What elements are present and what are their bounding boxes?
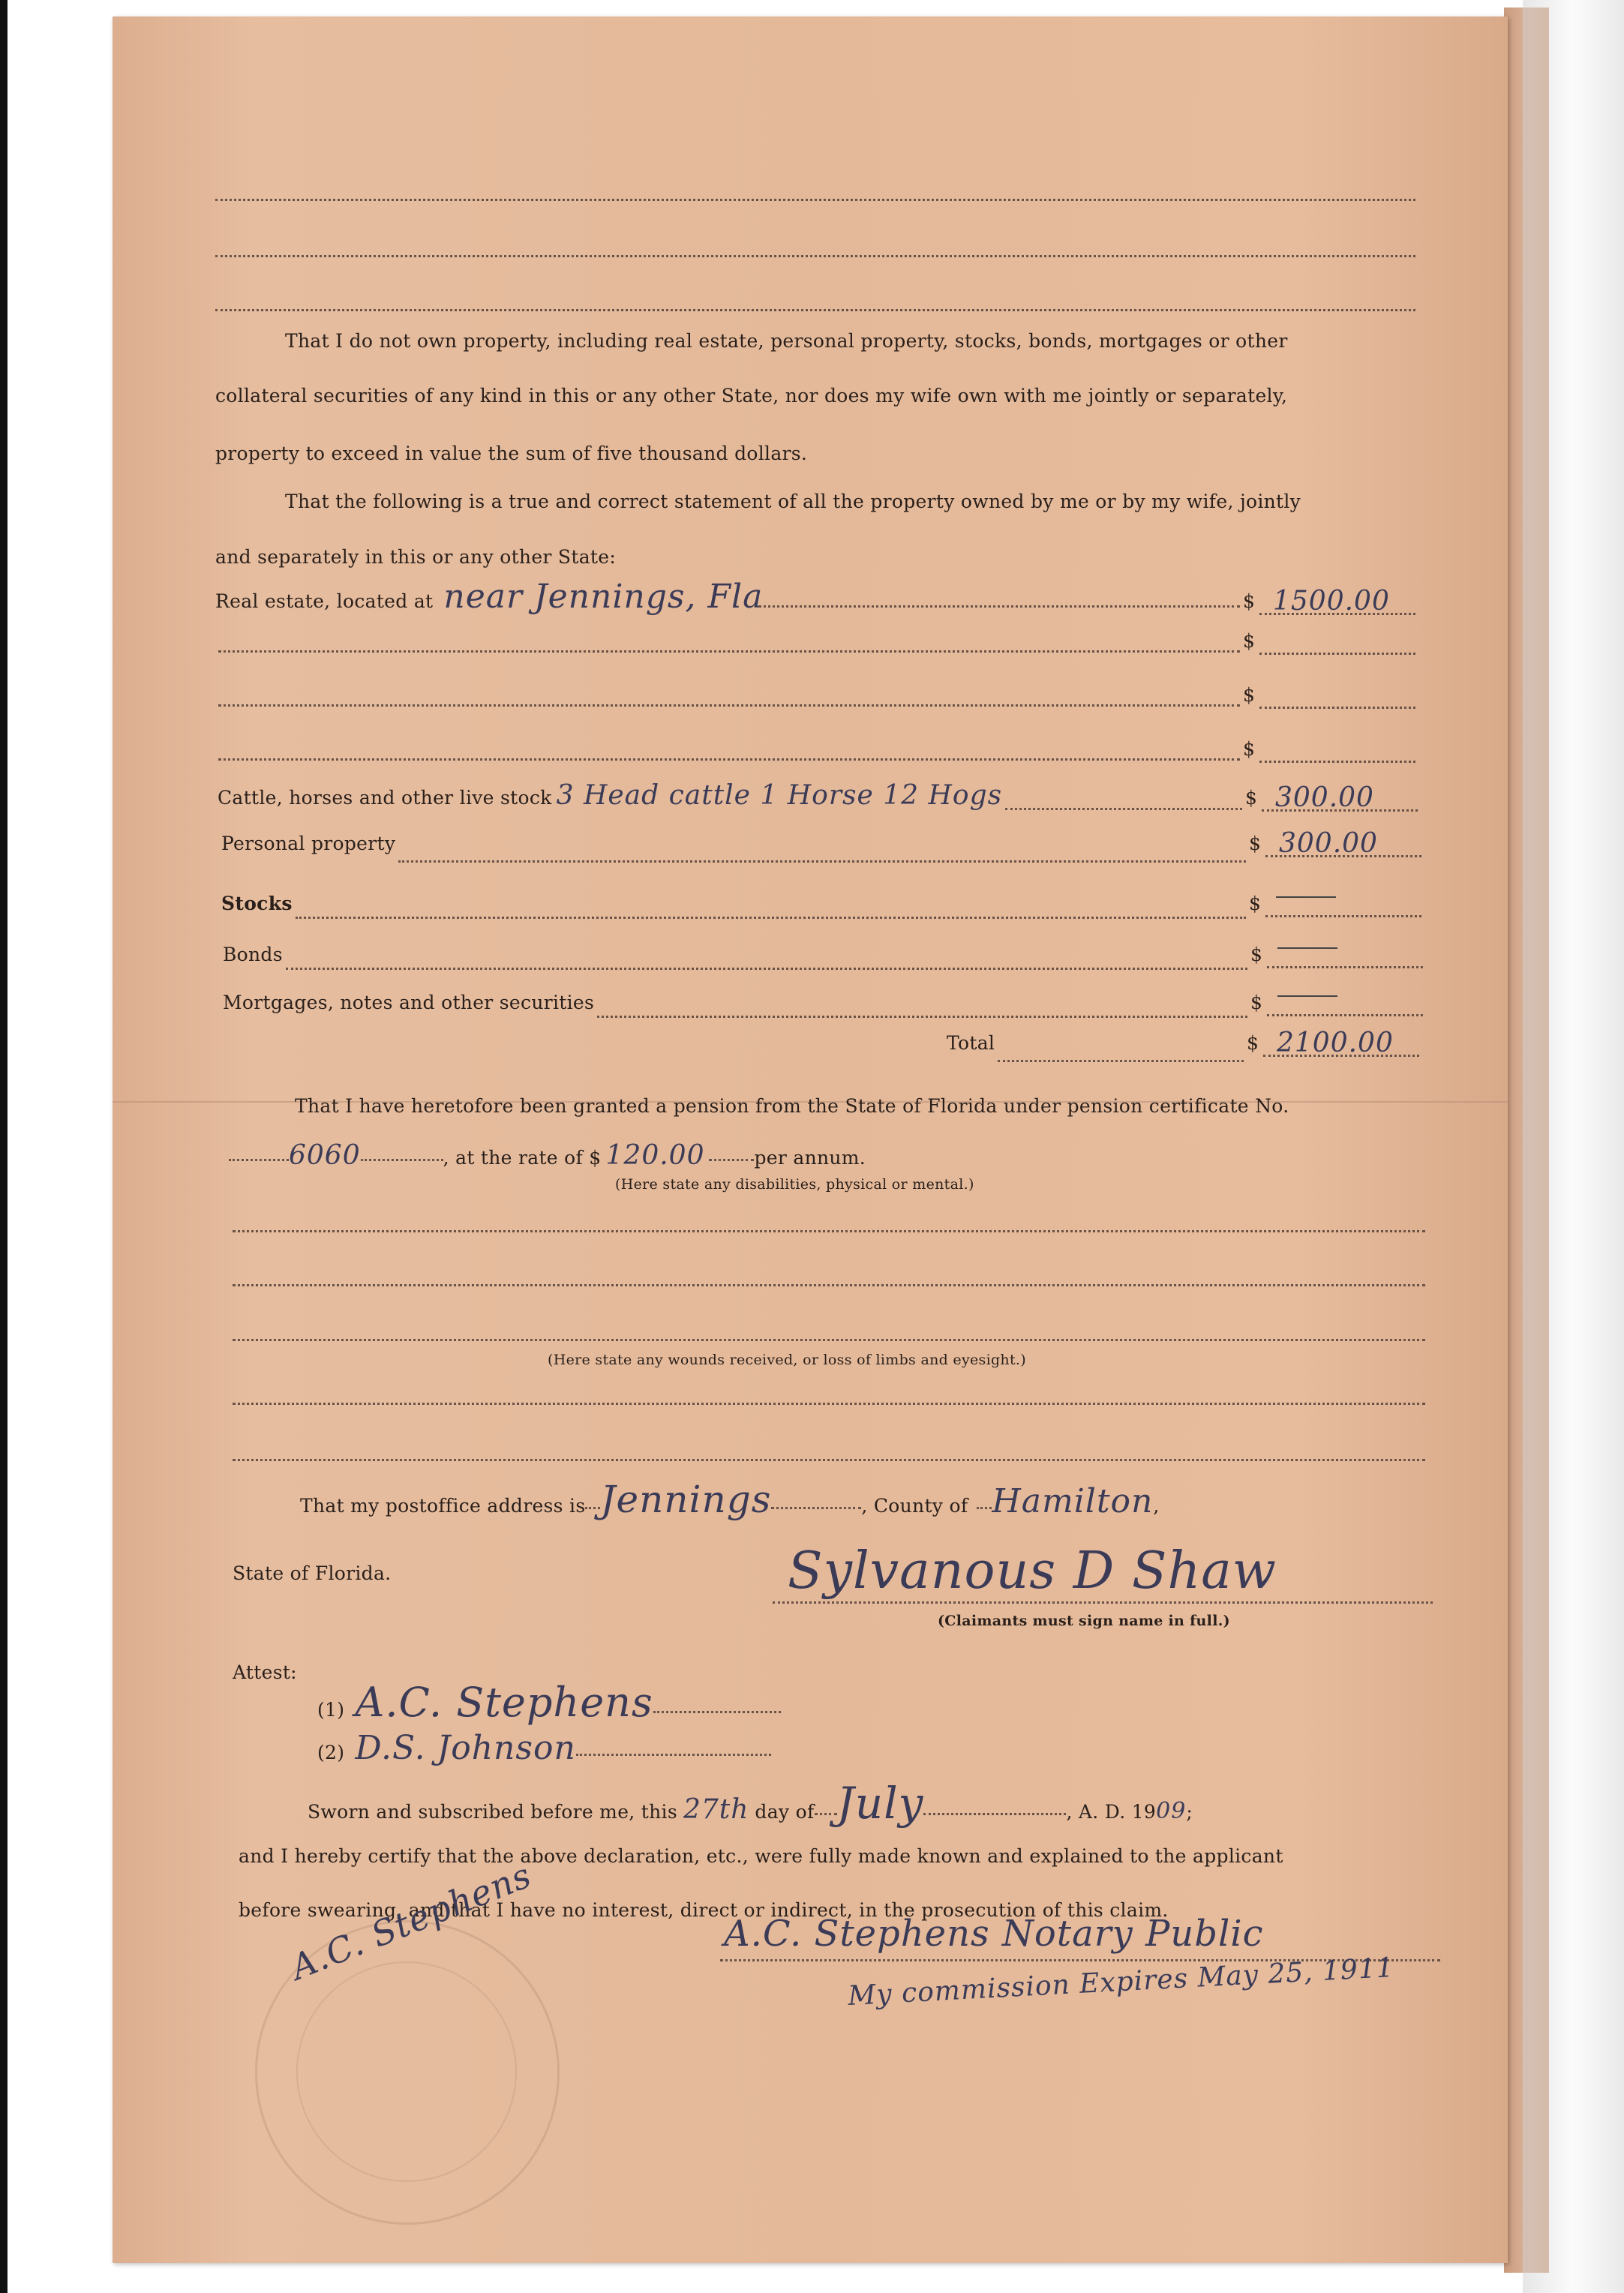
handwritten-amount: 2100.00 — [1277, 1028, 1394, 1058]
dotted-fill — [1005, 808, 1242, 810]
dotted-fill — [815, 1813, 837, 1815]
paragraph-property — [215, 385, 1287, 407]
label: Personal property — [221, 833, 396, 854]
state-label — [233, 1562, 391, 1584]
blank-line — [233, 1230, 1425, 1232]
dash-mark — [1277, 995, 1337, 997]
blank-line — [233, 1459, 1425, 1461]
dotted-fill — [1267, 1014, 1423, 1016]
plastic-sleeve — [1523, 0, 1624, 2293]
amount-field — [1243, 586, 1415, 617]
note-disabilities — [615, 1176, 974, 1193]
dollar-sign: $ — [1243, 630, 1256, 652]
text: and I hereby certify that the above declaration, etc., were fully made known and explained to the applicant — [239, 1845, 1283, 1867]
row-sworn — [308, 1778, 1193, 1830]
handwritten-year: 09 — [1156, 1798, 1187, 1824]
dotted-fill — [1259, 761, 1415, 763]
blank-line — [233, 1339, 1425, 1341]
amount-field — [1243, 630, 1415, 652]
label: Stocks — [221, 893, 293, 914]
dotted-fill — [1265, 915, 1421, 917]
text: (Here state any disabilities, physical or mental.) — [615, 1176, 974, 1193]
witness-1 — [317, 1679, 781, 1731]
label: Cattle, horses and other live stock — [218, 787, 552, 809]
label: Sworn and subscribed before me, this — [308, 1801, 677, 1823]
paragraph-statement — [215, 546, 616, 568]
label: (1) — [317, 1699, 345, 1721]
handwritten-postoffice: Jennings — [600, 1478, 772, 1521]
row-blank — [215, 630, 1415, 660]
label: per annum. — [754, 1147, 866, 1169]
semicolon: ; — [1186, 1801, 1193, 1823]
row-postoffice — [300, 1478, 1433, 1530]
dotted-fill — [286, 968, 1247, 970]
scan-edge — [0, 0, 8, 2293]
label: , A. D. 19 — [1066, 1801, 1157, 1823]
text: That the following is a true and correct statement of all the property owned by me or by my wife, jointly — [285, 491, 1301, 512]
handwritten-witness-2: D.S. Johnson — [355, 1729, 576, 1767]
blank-line — [215, 199, 1415, 201]
label: Bonds — [223, 944, 283, 965]
label: Real estate, located at — [215, 590, 434, 612]
dotted-fill — [771, 1507, 861, 1509]
note-wounds — [548, 1352, 1026, 1368]
dollar-sign: $ — [1243, 684, 1256, 706]
row-total — [947, 1028, 1419, 1077]
dotted-fill — [1267, 966, 1423, 968]
text: collateral securities of any kind in this or any other State, nor does my wife own with me jointly or separately, — [215, 385, 1288, 407]
handwritten-location: near Jennings, Fla — [443, 578, 764, 616]
handwritten-livestock: 3 Head cattle 1 Horse 12 Hogs — [556, 780, 1003, 811]
amount-field — [1243, 684, 1415, 706]
label: (2) — [317, 1742, 345, 1763]
text: and separately in this or any other State: — [215, 546, 617, 568]
amount-field — [1247, 1028, 1419, 1058]
notary-signature: A.C. Stephens Notary Public — [724, 1913, 1264, 1955]
label: day of — [755, 1801, 815, 1823]
blank-line — [233, 1284, 1425, 1286]
label: , County of — [861, 1495, 968, 1517]
handwritten-witness-1: A.C. Stephens — [355, 1679, 653, 1726]
label: Mortgages, notes and other securities — [223, 992, 595, 1013]
dollar-sign: $ — [1250, 992, 1263, 1013]
text: State of Florida. — [233, 1562, 392, 1584]
handwritten-cert-no: 6060 — [289, 1140, 361, 1171]
row-mortgages — [223, 992, 1423, 1029]
amount-field — [1243, 738, 1415, 760]
amount-field — [1249, 893, 1421, 914]
dollar-sign: $ — [1243, 738, 1256, 760]
dotted-fill — [229, 1159, 289, 1161]
dotted-fill — [218, 650, 1240, 653]
dotted-fill — [998, 1060, 1244, 1062]
blank-line — [215, 309, 1415, 311]
notary-seal-inner — [296, 1961, 517, 2182]
dash-mark — [1276, 896, 1336, 898]
text: That I have heretofore been granted a pension from the State of Florida under pension certificate No. — [295, 1095, 1289, 1117]
witness-2 — [317, 1729, 771, 1774]
handwritten-month: July — [836, 1778, 924, 1829]
row-cattle — [218, 780, 1418, 825]
dotted-fill — [585, 1507, 600, 1509]
amount-field — [1250, 992, 1423, 1013]
text: (Claimants must sign name in full.) — [938, 1613, 1230, 1629]
dotted-fill — [218, 704, 1240, 707]
paragraph-certify — [239, 1845, 1283, 1867]
dotted-fill — [758, 605, 1240, 608]
comma: , — [1153, 1495, 1160, 1517]
label: That my postoffice address is — [300, 1495, 586, 1517]
dollar-sign: $ — [1247, 1032, 1259, 1054]
dotted-fill — [653, 1711, 781, 1713]
blank-line — [233, 1403, 1425, 1405]
handwritten-county: Hamilton — [992, 1482, 1154, 1520]
notary-commission: My commission Expires May 25, 1911 — [847, 1952, 1395, 2012]
blank-line — [215, 255, 1415, 257]
label: Total — [947, 1032, 995, 1054]
row-real-estate — [215, 578, 1415, 623]
dollar-sign: $ — [1249, 833, 1262, 854]
paragraph-statement — [285, 491, 1301, 512]
row-blank — [215, 738, 1415, 768]
dotted-fill — [709, 1159, 754, 1161]
dotted-fill — [296, 917, 1246, 919]
dotted-fill — [597, 1016, 1247, 1018]
amount-field — [1249, 828, 1421, 859]
text: before swearing, and that I have no interest, direct or indirect, in the prosecution of this claim. — [239, 1899, 1169, 1921]
row-bonds — [223, 944, 1423, 981]
dotted-fill — [398, 860, 1246, 863]
attest-label — [233, 1661, 297, 1683]
amount-field — [1250, 944, 1423, 965]
dotted-fill — [1259, 653, 1415, 655]
dotted-fill — [576, 1754, 771, 1756]
dollar-sign: $ — [1249, 893, 1262, 914]
handwritten-amount: 300.00 — [1279, 828, 1378, 859]
label: , at the rate of $ — [443, 1147, 602, 1169]
text: Attest: — [233, 1661, 297, 1683]
handwritten-rate: 120.00 — [605, 1140, 705, 1171]
paragraph-property — [285, 330, 1288, 352]
row-stocks — [221, 893, 1421, 930]
dotted-fill — [923, 1813, 1066, 1815]
claimant-note — [938, 1613, 1230, 1629]
row-personal — [221, 828, 1421, 878]
dollar-sign: $ — [1243, 590, 1256, 612]
paragraph-property — [215, 443, 807, 464]
text: (Here state any wounds received, or loss of limbs and eyesight.) — [548, 1352, 1026, 1368]
handwritten-day: 27th — [683, 1794, 749, 1825]
claimant-signature: Sylvanous D Shaw — [788, 1541, 1277, 1601]
dotted-fill — [1259, 707, 1415, 709]
text: property to exceed in value the sum of five thousand dollars. — [215, 443, 808, 464]
dollar-sign: $ — [1245, 787, 1258, 809]
dotted-fill — [977, 1507, 992, 1509]
dotted-fill — [218, 758, 1240, 761]
paragraph-pension — [295, 1095, 1289, 1117]
dotted-fill — [361, 1159, 443, 1161]
dash-mark — [1277, 947, 1337, 949]
text: That I do not own property, including real estate, personal property, stocks, bonds, mortgages or other — [285, 330, 1288, 352]
handwritten-amount: 1500.00 — [1273, 586, 1390, 617]
amount-field — [1245, 782, 1418, 813]
signature-line — [773, 1601, 1433, 1604]
handwritten-amount: 300.00 — [1275, 782, 1374, 813]
row-blank — [215, 684, 1415, 714]
seal-signature: A.C. Stephens — [285, 1854, 537, 1988]
dollar-sign: $ — [1250, 944, 1263, 965]
